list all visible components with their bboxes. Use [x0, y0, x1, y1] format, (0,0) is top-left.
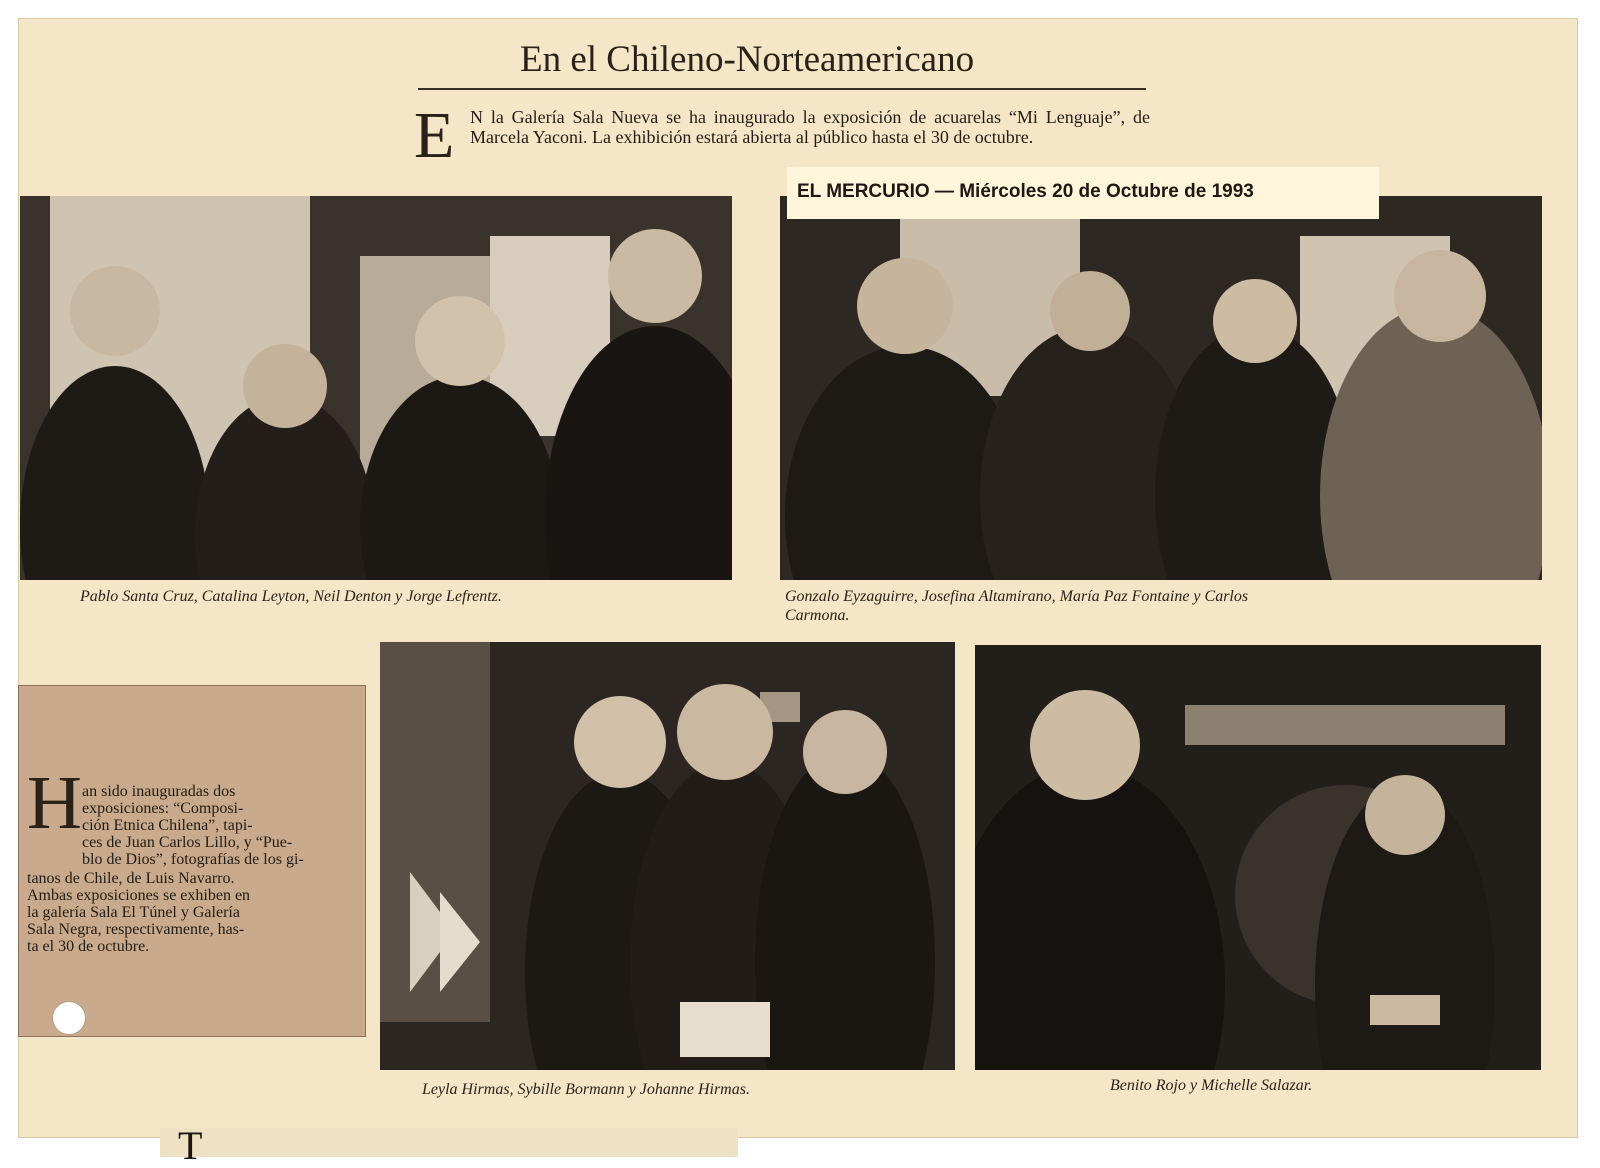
sidebar-line: ta el 30 de octubre.: [27, 938, 150, 955]
next-article-strip: [160, 1128, 738, 1157]
sidebar-line: ción Etnica Chilena”, tapi-: [82, 817, 253, 834]
punch-hole: [52, 1001, 86, 1035]
photo-group-two: [975, 645, 1541, 1070]
lead-dropcap: E: [414, 99, 455, 172]
lead-paragraph: N la Galería Sala Nueva se ha inaugurado la exposición de acuarelas “Mi Lenguaje”, de Marcela Yaconi. La exhibición estará abierta al público hasta el 30 de octubre.: [470, 107, 1150, 147]
sidebar-line: Ambas exposiciones se exhiben en: [27, 887, 251, 904]
sidebar-line: an sido inauguradas dos: [82, 783, 236, 800]
sidebar-line: ces de Juan Carlos Lillo, y “Pue-: [82, 834, 293, 851]
sidebar-line: exposiciones: “Composi-: [82, 800, 244, 817]
sidebar-text-full: [27, 870, 346, 955]
headline-rule: [418, 88, 1146, 90]
caption-photo-group-three: Leyla Hirmas, Sybille Bormann y Johanne Hirmas.: [422, 1081, 750, 1098]
sidebar-line: tanos de Chile, de Luis Navarro.: [27, 870, 235, 887]
caption-photo-group-five-line2: Carmona.: [785, 607, 850, 624]
caption-photo-group-five-line1: Gonzalo Eyzaguirre, Josefina Altamirano, María Paz Fontaine y Carlos: [785, 588, 1249, 605]
sidebar-line: la galería Sala El Túnel y Galería: [27, 904, 240, 921]
dateline: EL MERCURIO — Miércoles 20 de Octubre de 1993: [787, 167, 1379, 219]
caption-photo-group-four: Pablo Santa Cruz, Catalina Leyton, Neil Denton y Jorge Lefrentz.: [80, 588, 502, 605]
sidebar-line: Sala Negra, respectivamente, has-: [27, 921, 245, 938]
next-article-dropcap: T: [178, 1123, 203, 1168]
photo-group-four: [20, 196, 732, 580]
headline: En el Chileno-Norteamericano: [520, 39, 975, 80]
caption-photo-group-two: Benito Rojo y Michelle Salazar.: [1110, 1077, 1313, 1094]
sidebar-dropcap: H: [27, 761, 82, 845]
photo-group-five: [780, 196, 1542, 580]
sidebar-line: blo de Dios”, fotografías de los gi-: [82, 851, 304, 868]
photo-group-three: [380, 642, 955, 1070]
sidebar-text-indented: [82, 783, 346, 868]
